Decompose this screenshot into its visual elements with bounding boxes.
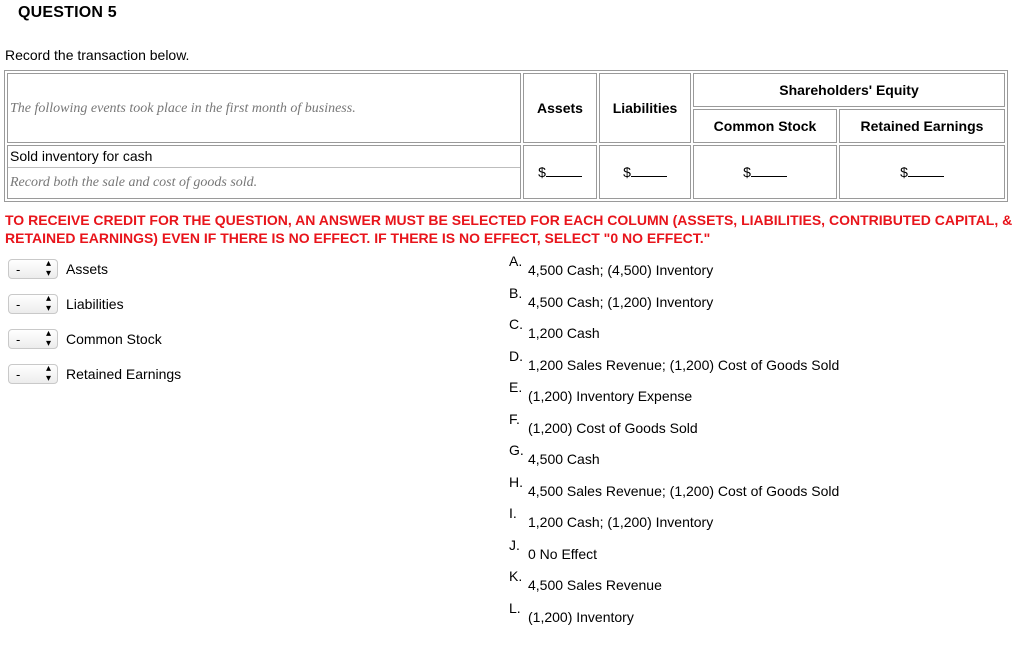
option-text: 4,500 Cash; (4,500) Inventory — [528, 262, 714, 278]
transaction-text: Sold inventory for cash — [8, 146, 520, 168]
common-stock-select-label: Common Stock — [66, 331, 162, 347]
common-stock-select[interactable] — [8, 329, 58, 349]
option-text: (1,200) Inventory — [528, 609, 634, 625]
liabilities-select-row — [8, 292, 124, 316]
option-text: 4,500 Cash — [528, 451, 600, 467]
retained-earnings-header: Retained Earnings — [839, 109, 1005, 143]
option-text: 0 No Effect — [528, 546, 598, 562]
transaction-table — [4, 70, 1008, 202]
retained-earnings-select-row — [8, 362, 181, 386]
assets-select-label: Assets — [66, 261, 109, 277]
common-stock-header: Common Stock — [693, 109, 837, 143]
updown-icon: ▴ ▾ — [45, 363, 51, 384]
liabilities-select-label: Liabilities — [66, 296, 124, 312]
liabilities-blank — [631, 164, 667, 177]
assets-blank — [546, 164, 582, 177]
common-stock-amount — [693, 145, 837, 199]
option-letter: J. — [509, 537, 520, 553]
transaction-note: Record both the sale and cost of goods sold. — [10, 175, 258, 190]
option-text: 1,200 Cash; (1,200) Inventory — [528, 514, 714, 530]
liabilities-select[interactable] — [8, 294, 58, 314]
question-title: QUESTION 5 — [18, 4, 117, 21]
retained-earnings-amount — [839, 145, 1005, 199]
option-letter: D. — [509, 348, 523, 364]
option-text: 4,500 Sales Revenue; (1,200) Cost of Goods Sold — [528, 483, 840, 499]
option-text: 4,500 Sales Revenue — [528, 577, 662, 593]
currency-symbol: $ — [538, 164, 546, 180]
option-letter: C. — [509, 316, 523, 332]
assets-amount — [523, 145, 597, 199]
option-text: (1,200) Cost of Goods Sold — [528, 420, 698, 436]
liabilities-amount — [599, 145, 691, 199]
credit-warning: TO RECEIVE CREDIT FOR THE QUESTION, AN ANSWER MUST BE SELECTED FOR EACH COLUMN (ASSETS, LIABILITIES, CONTRIBUTED CAPITAL, & RETAINED EARNINGS) EVEN IF THERE IS NO EFFECT. IF THERE IS NO EFFECT, SELECT "0 NO EFFECT." — [5, 212, 1013, 246]
events-header-cell — [7, 73, 521, 143]
option-letter: B. — [509, 285, 523, 301]
option-letter: E. — [509, 379, 523, 395]
option-text: 1,200 Sales Revenue; (1,200) Cost of Goods Sold — [528, 357, 840, 373]
retained-earnings-blank — [908, 164, 944, 177]
updown-icon: ▴ ▾ — [45, 293, 51, 314]
currency-symbol: $ — [623, 164, 631, 180]
option-text: 1,200 Cash — [528, 325, 600, 341]
option-letter: F. — [509, 411, 520, 427]
option-letter: G. — [509, 442, 524, 458]
option-letter: A. — [509, 253, 523, 269]
assets-header: Assets — [523, 73, 597, 143]
updown-icon: ▴ ▾ — [45, 328, 51, 349]
retained-earnings-select-label: Retained Earnings — [66, 366, 182, 382]
option-letter: L. — [509, 600, 521, 616]
updown-icon: ▴ ▾ — [45, 258, 51, 279]
select-value: - — [16, 366, 21, 382]
option-text: 4,500 Cash; (1,200) Inventory — [528, 294, 714, 310]
common-stock-select-row — [8, 327, 162, 351]
equity-header: Shareholders' Equity — [693, 73, 1005, 107]
common-stock-blank — [751, 164, 787, 177]
select-value: - — [16, 296, 21, 312]
liabilities-header: Liabilities — [599, 73, 691, 143]
currency-symbol: $ — [900, 164, 908, 180]
assets-select[interactable] — [8, 259, 58, 279]
option-letter: H. — [509, 474, 523, 490]
option-letter: I. — [509, 505, 517, 521]
events-header: The following events took place in the first month of business. — [10, 101, 356, 116]
instruction-text: Record the transaction below. — [5, 47, 190, 63]
option-text: (1,200) Inventory Expense — [528, 388, 693, 404]
option-letter: K. — [509, 568, 523, 584]
retained-earnings-select[interactable] — [8, 364, 58, 384]
assets-select-row — [8, 257, 108, 281]
currency-symbol: $ — [743, 164, 751, 180]
select-value: - — [16, 261, 21, 277]
select-value: - — [16, 331, 21, 347]
transaction-cell — [7, 145, 521, 199]
